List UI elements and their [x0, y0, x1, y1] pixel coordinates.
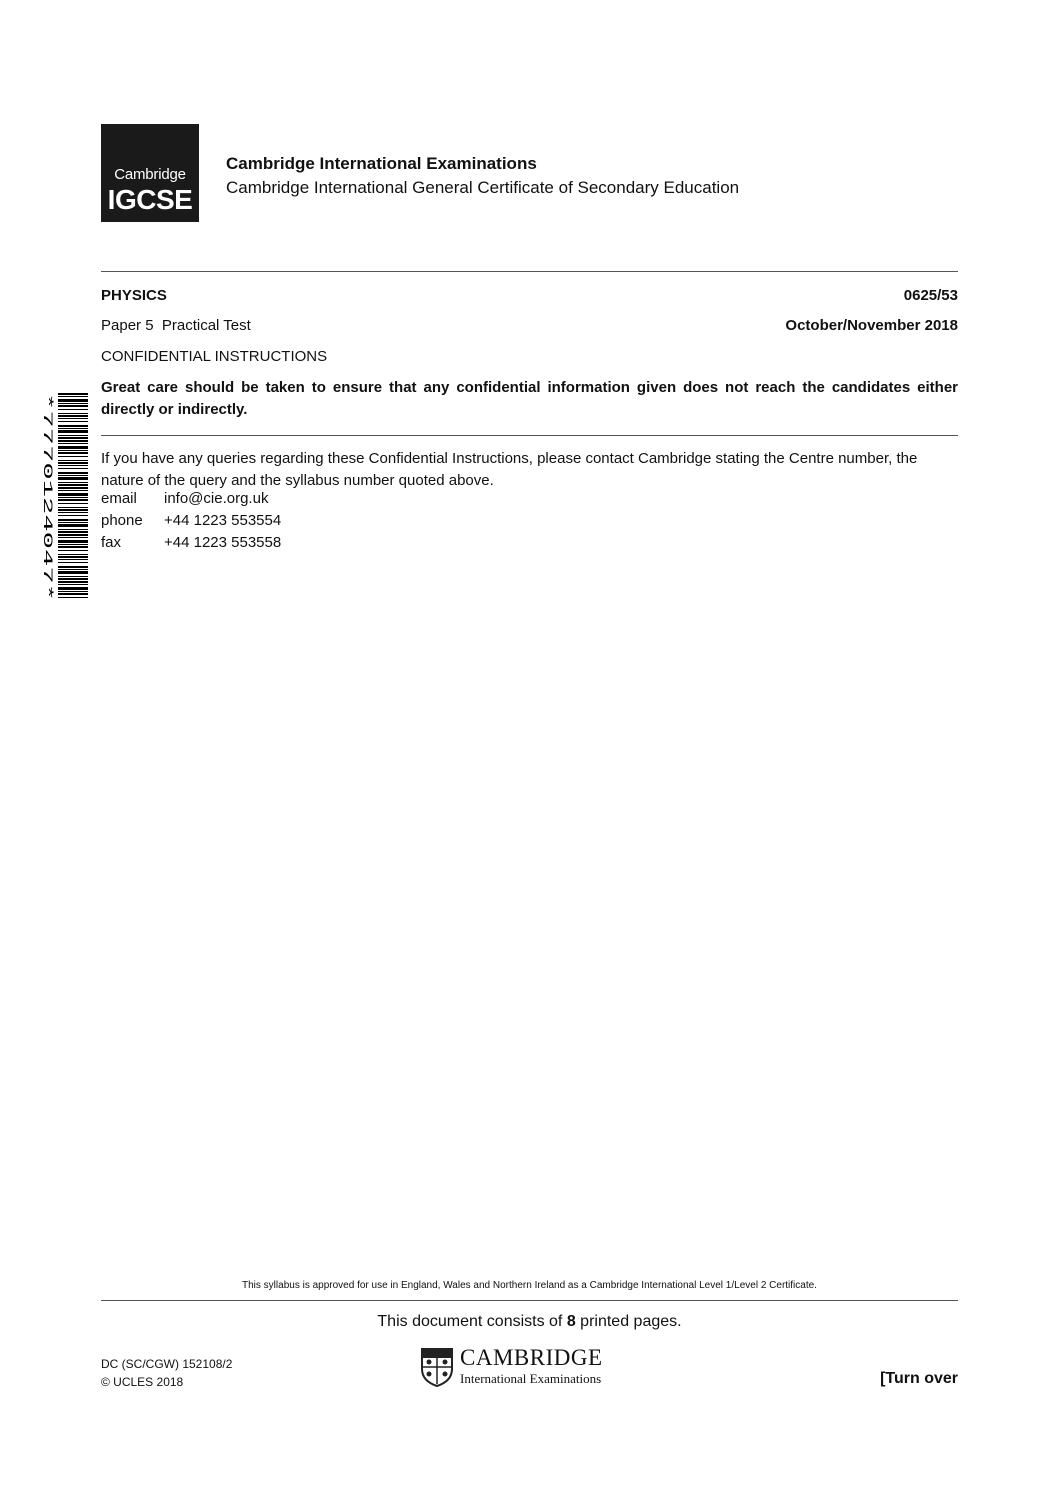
barcode-bar	[58, 460, 88, 461]
barcode-bar	[58, 529, 88, 530]
barcode-bar	[58, 522, 88, 523]
barcode-bar	[58, 562, 88, 563]
barcode-bar	[58, 450, 88, 451]
barcode-bar	[58, 593, 88, 595]
barcode-bar	[58, 425, 88, 427]
exam-session: October/November 2018	[785, 317, 958, 334]
barcode-bar	[58, 556, 88, 558]
pages-suffix: printed pages.	[575, 1313, 682, 1330]
barcode-bar	[58, 554, 88, 555]
contact-email-value[interactable]: info@cie.org.uk	[164, 490, 269, 507]
document-type: CONFIDENTIAL INSTRUCTIONS	[101, 348, 328, 365]
cambridge-brand-name: CAMBRIDGE	[460, 1345, 603, 1370]
barcode-bar	[58, 399, 88, 402]
confidentiality-warning: Great care should be taken to ensure that any confidential information given does not reach the candidates either directly or indirectly.	[101, 379, 958, 418]
paper-code: 0625/53	[903, 287, 958, 304]
barcode-bar	[58, 566, 88, 568]
barcode-bar	[58, 597, 88, 598]
barcode-bar	[58, 584, 88, 585]
barcode-bar	[58, 421, 88, 422]
barcode-bar	[58, 544, 88, 545]
footer-divider	[101, 1300, 958, 1301]
barcode-bar	[58, 534, 88, 536]
barcode-bar	[58, 484, 88, 486]
cambridge-brand-subtitle: International Examinations	[460, 1371, 602, 1386]
organisation-name: Cambridge International Examinations	[226, 154, 537, 173]
barcode-bar	[58, 519, 88, 521]
syllabus-approval-note: This syllabus is approved for use in England, Wales and Northern Ireland as a Cambridge International Level 1/Level 2 Certificate.	[242, 1280, 817, 1291]
barcode-text: *7770124047*	[40, 393, 54, 484]
barcode-bar	[58, 409, 88, 410]
barcode-bar	[58, 393, 88, 395]
barcode-bar	[58, 413, 88, 414]
paper-title: Paper 5 Practical Test	[101, 317, 251, 334]
barcode-bar	[58, 452, 88, 454]
barcode-bar	[58, 468, 88, 469]
barcode-bar	[58, 405, 88, 407]
barcode-bar	[58, 446, 88, 449]
document-reference: DC (SC/CGW) 152108/2	[101, 1357, 233, 1371]
contact-email-label: email	[101, 490, 137, 507]
barcode-bar	[58, 415, 88, 417]
barcode-bar	[58, 430, 88, 433]
barcode-bar	[58, 443, 88, 444]
barcode-bar	[58, 475, 88, 476]
barcode-bar	[58, 512, 88, 513]
logo-line1: Cambridge	[114, 166, 186, 183]
barcode-bar	[58, 509, 88, 511]
barcode-bar	[58, 487, 88, 489]
barcode-bar	[58, 482, 88, 483]
barcode-bar	[58, 499, 88, 501]
barcode-bar	[58, 396, 88, 397]
barcode-bar	[58, 507, 88, 508]
subject-title: PHYSICS	[101, 287, 167, 304]
turn-over-label: [Turn over	[880, 1370, 958, 1387]
barcode-bar	[58, 462, 88, 464]
pages-count: 8	[566, 1313, 576, 1330]
barcode-bar	[58, 569, 88, 570]
barcode-bar	[58, 497, 88, 498]
barcode-bar	[58, 537, 88, 538]
barcode-bar	[58, 493, 88, 496]
barcode-bar	[58, 490, 88, 491]
barcode-bar	[58, 503, 88, 504]
qualification-name: Cambridge International General Certificate of Secondary Education	[226, 178, 740, 197]
barcode-bar	[58, 571, 88, 574]
contact-fax-label: fax	[101, 534, 122, 551]
barcode-bar	[58, 437, 88, 439]
barcode-bar	[58, 550, 88, 551]
barcode-bar	[58, 578, 88, 580]
barcode-bar	[58, 440, 88, 442]
cambridge-crest-icon	[420, 1347, 454, 1387]
barcode-bar	[58, 515, 88, 516]
contact-fax-value: +44 1223 553558	[164, 534, 282, 551]
barcode-bar	[58, 587, 88, 590]
barcode-bar	[58, 546, 88, 548]
barcode-bar	[58, 524, 88, 527]
barcode-bar	[58, 581, 88, 583]
top-divider	[101, 271, 958, 272]
barcode-bar	[58, 472, 88, 474]
queries-paragraph: If you have any queries regarding these Confidential Instructions, please contact Cambridge stating the Centre number, the nature of the query and the syllabus number quoted above.	[101, 450, 918, 489]
pages-prefix: This document consists of	[377, 1313, 567, 1330]
contact-phone-value: +44 1223 553554	[164, 512, 282, 529]
logo-line2: IGCSE	[107, 184, 193, 215]
barcode-bar	[58, 428, 88, 429]
barcode-bar	[58, 435, 88, 436]
barcode-bar	[58, 531, 88, 533]
copyright: © UCLES 2018	[101, 1375, 184, 1389]
cambridge-igcse-logo	[101, 124, 199, 222]
barcode-bar	[58, 456, 88, 457]
barcode-bar	[58, 559, 88, 560]
barcode-bar	[58, 591, 88, 592]
barcode-bar	[58, 477, 88, 480]
barcode-bar	[58, 403, 88, 404]
barcode-bar	[58, 465, 88, 466]
barcode-bar	[58, 418, 88, 419]
barcode-bar	[58, 540, 88, 543]
barcode-bar	[58, 576, 88, 577]
contact-phone-label: phone	[101, 512, 143, 529]
page-count-statement	[101, 1313, 958, 1331]
barcode	[40, 393, 88, 601]
middle-divider	[101, 435, 958, 436]
